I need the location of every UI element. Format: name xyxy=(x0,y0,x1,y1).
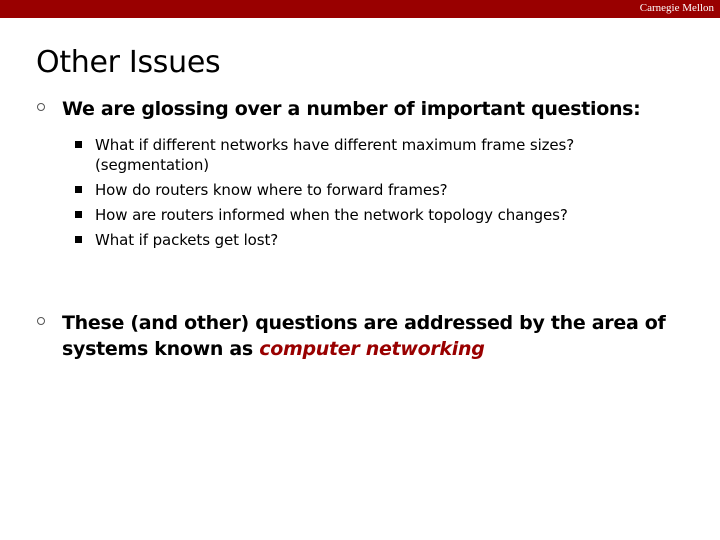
bullet-text: We are glossing over a number of important questions: xyxy=(62,98,641,120)
sub-bullet-text: How are routers informed when the network topology changes? xyxy=(95,206,568,224)
sub-bullet-text: What if packets get lost? xyxy=(95,231,279,249)
emphasis-text: computer networking xyxy=(259,338,485,360)
header-bar xyxy=(0,0,720,18)
hollow-circle-bullet-icon xyxy=(37,317,45,325)
sub-bullet-list xyxy=(74,135,674,255)
sub-bullet-item xyxy=(74,180,674,200)
slide-title: Other Issues xyxy=(36,45,221,80)
sub-bullet-text: What if different networks have different maximum frame sizes? (segmentation) xyxy=(95,136,575,174)
square-bullet-icon xyxy=(75,186,82,193)
square-bullet-icon xyxy=(75,141,82,148)
square-bullet-icon xyxy=(75,211,82,218)
sub-bullet-item xyxy=(74,230,674,250)
sub-bullet-item xyxy=(74,135,674,175)
bullet-text-part: These (and other) questions are addressed by the area of systems known as xyxy=(62,312,666,360)
bullet-text xyxy=(62,310,682,362)
square-bullet-icon xyxy=(75,236,82,243)
hollow-circle-bullet-icon xyxy=(37,103,45,111)
sub-bullet-item xyxy=(74,205,674,225)
sub-bullet-text: How do routers know where to forward frames? xyxy=(95,181,448,199)
brand-label: Carnegie Mellon xyxy=(639,2,714,14)
